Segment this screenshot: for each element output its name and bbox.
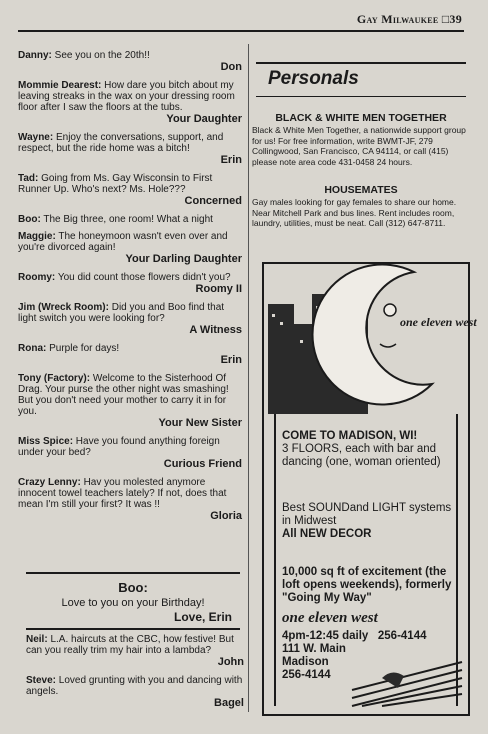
messages-column-lower [26, 634, 244, 716]
message-signature: Don [220, 61, 242, 73]
message-text: See you on the 20th!! [51, 50, 150, 61]
personal-message [18, 436, 242, 471]
club-line-floors: 3 FLOORS, each with bar and dancing (one, woman oriented) [282, 443, 441, 468]
message-text: Purple for days! [46, 343, 120, 354]
personals-top-rule [256, 62, 466, 64]
message-text: You did count those flowers didn't you? [55, 272, 231, 283]
message-text: Hav you molested anymore innocent towel teachers lately? If not, does that mean I'm still your first? It was !! [18, 477, 227, 510]
message-text: Have you found anything foreign under your bed? [18, 436, 220, 458]
club-line-come: COME TO MADISON, WI! [282, 430, 418, 442]
club-phone-1: 256-4144 [377, 630, 427, 642]
column-divider [248, 44, 249, 712]
boo-message: Love to you on your Birthday! [61, 597, 205, 609]
message-signature: John [217, 656, 244, 668]
message-body [18, 173, 242, 195]
club-line-sound: Best SOUNDand LIGHT systems in Midwest [282, 502, 452, 527]
message-recipient: Rona: [18, 343, 47, 354]
message-signature: Concerned [184, 195, 242, 207]
messages-column [18, 50, 242, 529]
message-text: L.A. haircuts at the CBC, how festive! But can you really trim my hair into a lambda? [26, 634, 234, 656]
moon-skyline-illustration [264, 264, 477, 414]
club-name-script: one eleven west [282, 610, 378, 626]
message-signature: Erin [220, 154, 242, 166]
message-body [18, 477, 242, 510]
message-signature: A Witness [189, 324, 242, 336]
message-recipient: Roomy: [18, 272, 56, 283]
message-signature: Curious Friend [163, 458, 242, 470]
message-recipient: Miss Spice: [18, 436, 74, 447]
club-hours-row [282, 630, 458, 643]
message-body [26, 675, 244, 697]
message-signature: Gloria [210, 510, 242, 522]
ad-housemates-heading: HOUSEMATES [324, 184, 398, 196]
message-signature: Erin [220, 354, 242, 366]
message-signature: Roomy II [195, 283, 242, 295]
personal-message [26, 675, 244, 710]
message-text: Welcome to the Sisterhood Of Drag. Your purse the other night was smashing! But you don't need your mother to carry it in for you. [18, 373, 229, 417]
personal-message [18, 80, 242, 126]
message-text: Going from Ms. Gay Wisconsin to First Runner Up. Who's next? Ms. Hole??? [18, 173, 213, 195]
message-signature: Your Darling Daughter [125, 253, 242, 265]
personal-message [18, 373, 242, 430]
message-body [18, 436, 242, 458]
message-recipient: Wayne: [18, 132, 54, 143]
message-signature: Bagel [214, 697, 244, 709]
personal-message [18, 231, 242, 266]
dancer-floor-illustration [352, 648, 462, 706]
page-number: 39 [449, 12, 462, 26]
message-text: The Big three, one room! What a night [40, 214, 213, 225]
box-glyph: □ [441, 12, 450, 26]
message-body [18, 80, 242, 113]
message-signature: Your New Sister [158, 417, 242, 429]
message-body [18, 132, 242, 154]
message-recipient: Crazy Lenny: [18, 477, 81, 488]
club-city: Madison [282, 656, 329, 668]
page-header [357, 12, 462, 27]
message-recipient: Tony (Factory): [18, 373, 91, 384]
message-body [18, 50, 242, 61]
message-signature: Your Daughter [166, 113, 242, 125]
club-address: 111 W. Main [282, 643, 346, 655]
message-recipient: Danny: [18, 50, 52, 61]
personal-message [18, 214, 242, 225]
personal-message [18, 343, 242, 367]
ad-bwmt-heading: BLACK & WHITE MEN TOGETHER [275, 112, 447, 124]
personal-message [18, 173, 242, 208]
personal-message [18, 477, 242, 523]
message-recipient: Maggie: [18, 231, 56, 242]
message-text: The honeymoon wasn't even over and you're divorced again! [18, 231, 228, 253]
personals-title: Personals [268, 68, 359, 89]
personals-bottom-rule [256, 96, 466, 97]
club-phone-2: 256-4144 [282, 669, 331, 681]
boo-birthday-box [26, 572, 240, 630]
message-body [18, 302, 242, 324]
boo-title: Boo: [118, 580, 148, 595]
club-hours: 4pm-12:45 daily [282, 630, 369, 642]
message-body [18, 272, 242, 283]
message-text: Enjoy the conversations, support, and respect, but the ride home was a bitch! [18, 132, 224, 154]
boo-signature: Love, Erin [173, 610, 232, 624]
personal-message [18, 302, 242, 337]
message-recipient: Jim (Wreck Room): [18, 302, 109, 313]
message-recipient: Steve: [26, 675, 57, 686]
personal-message [18, 132, 242, 167]
personal-message [18, 272, 242, 296]
club-line-decor: All NEW DECOR [282, 528, 372, 540]
moon-logo-text: one eleven west [400, 315, 477, 329]
message-recipient: Neil: [26, 634, 48, 645]
message-text: How dare you bitch about my leaving streaks in the wax on your dressing room floor after I saw the floors at the tubs. [18, 80, 235, 113]
message-body [26, 634, 244, 656]
publication-title: Gay Milwaukee [356, 12, 439, 26]
message-body [18, 373, 242, 417]
ad-bwmt-body: Black & White Men Together, a nationwide support group for us! For free information, write BWMT-JF, 279 Collingwood, San Francisco, CA 94114, or call (415) please note area code 431-0458 24 hours. [252, 125, 466, 167]
message-recipient: Tad: [18, 173, 39, 184]
club-line-excitement: 10,000 sq ft of excitement (the loft opens weekends), formerly "Going My Way" [282, 566, 452, 604]
personal-message [26, 634, 244, 669]
message-text: Did you and Boo find that light switch you were looking for? [18, 302, 225, 324]
personal-message [18, 50, 242, 74]
header-rule [18, 30, 464, 32]
message-recipient: Boo: [18, 214, 41, 225]
message-text: Loved grunting with you and dancing with angels. [26, 675, 243, 697]
message-body [18, 231, 242, 253]
message-body [18, 343, 242, 354]
message-recipient: Mommie Dearest: [18, 80, 102, 91]
ad-housemates-body: Gay males looking for gay females to share our home. Near Mitchell Park and bus lines. Rent includes room, laundry, utilities, must be neat. Call (312) 647-8711. [252, 197, 457, 228]
message-body [18, 214, 242, 225]
